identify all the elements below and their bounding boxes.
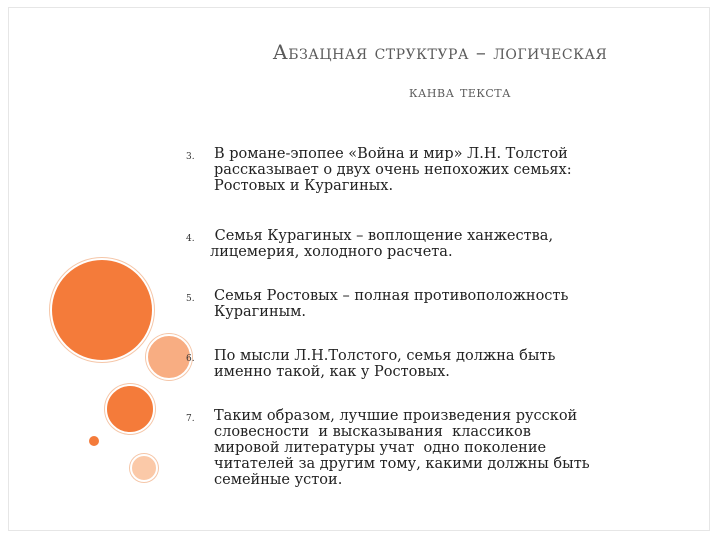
- decorative-circle-tiny: [88, 435, 100, 447]
- list-item-number: 5.: [186, 294, 195, 304]
- list-item-text: [214, 146, 666, 194]
- text-line: именно такой, как у Ростовых.: [214, 364, 450, 380]
- decorative-circle-large: [50, 258, 154, 362]
- list-item-text: [214, 348, 666, 380]
- title-line-1: Абзацная структура – логическая: [272, 40, 608, 64]
- slide-title: [190, 38, 690, 104]
- text-line: словесности и высказывания классиков: [214, 424, 531, 440]
- list-item-text: [214, 408, 666, 488]
- list-item-number: 6.: [186, 354, 195, 364]
- text-line: рассказывает о двух очень непохожих семьях:: [214, 162, 572, 178]
- decorative-circle-small: [130, 454, 158, 482]
- list-item-text: [210, 228, 662, 260]
- text-line: читателей за другим тому, какими должны быть: [214, 456, 590, 472]
- text-line: семейные устои.: [214, 472, 343, 488]
- text-line: Семья Ростовых – полная противоположность: [214, 288, 569, 304]
- list-item-number: 4.: [186, 234, 195, 244]
- list-item-text: [214, 288, 666, 320]
- text-line: Таким образом, лучшие произведения русской: [214, 408, 578, 424]
- text-line: Ростовых и Курагиных.: [214, 178, 394, 194]
- title-line-2: канва текста: [409, 82, 511, 101]
- decorative-circle-medium-dark: [105, 384, 155, 434]
- text-line: В романе-эпопее «Война и мир» Л.Н. Толстой: [214, 146, 568, 162]
- text-line: Семья Курагиных – воплощение ханжества,: [210, 228, 554, 244]
- text-line: мировой литературы учат одно поколение: [214, 440, 547, 456]
- list-item-number: 7.: [186, 414, 195, 424]
- text-line: По мысли Л.Н.Толстого, семья должна быть: [214, 348, 556, 364]
- text-line: лицемерия, холодного расчета.: [210, 244, 453, 260]
- list-item-number: 3.: [186, 152, 195, 162]
- text-line: Курагиным.: [214, 304, 307, 320]
